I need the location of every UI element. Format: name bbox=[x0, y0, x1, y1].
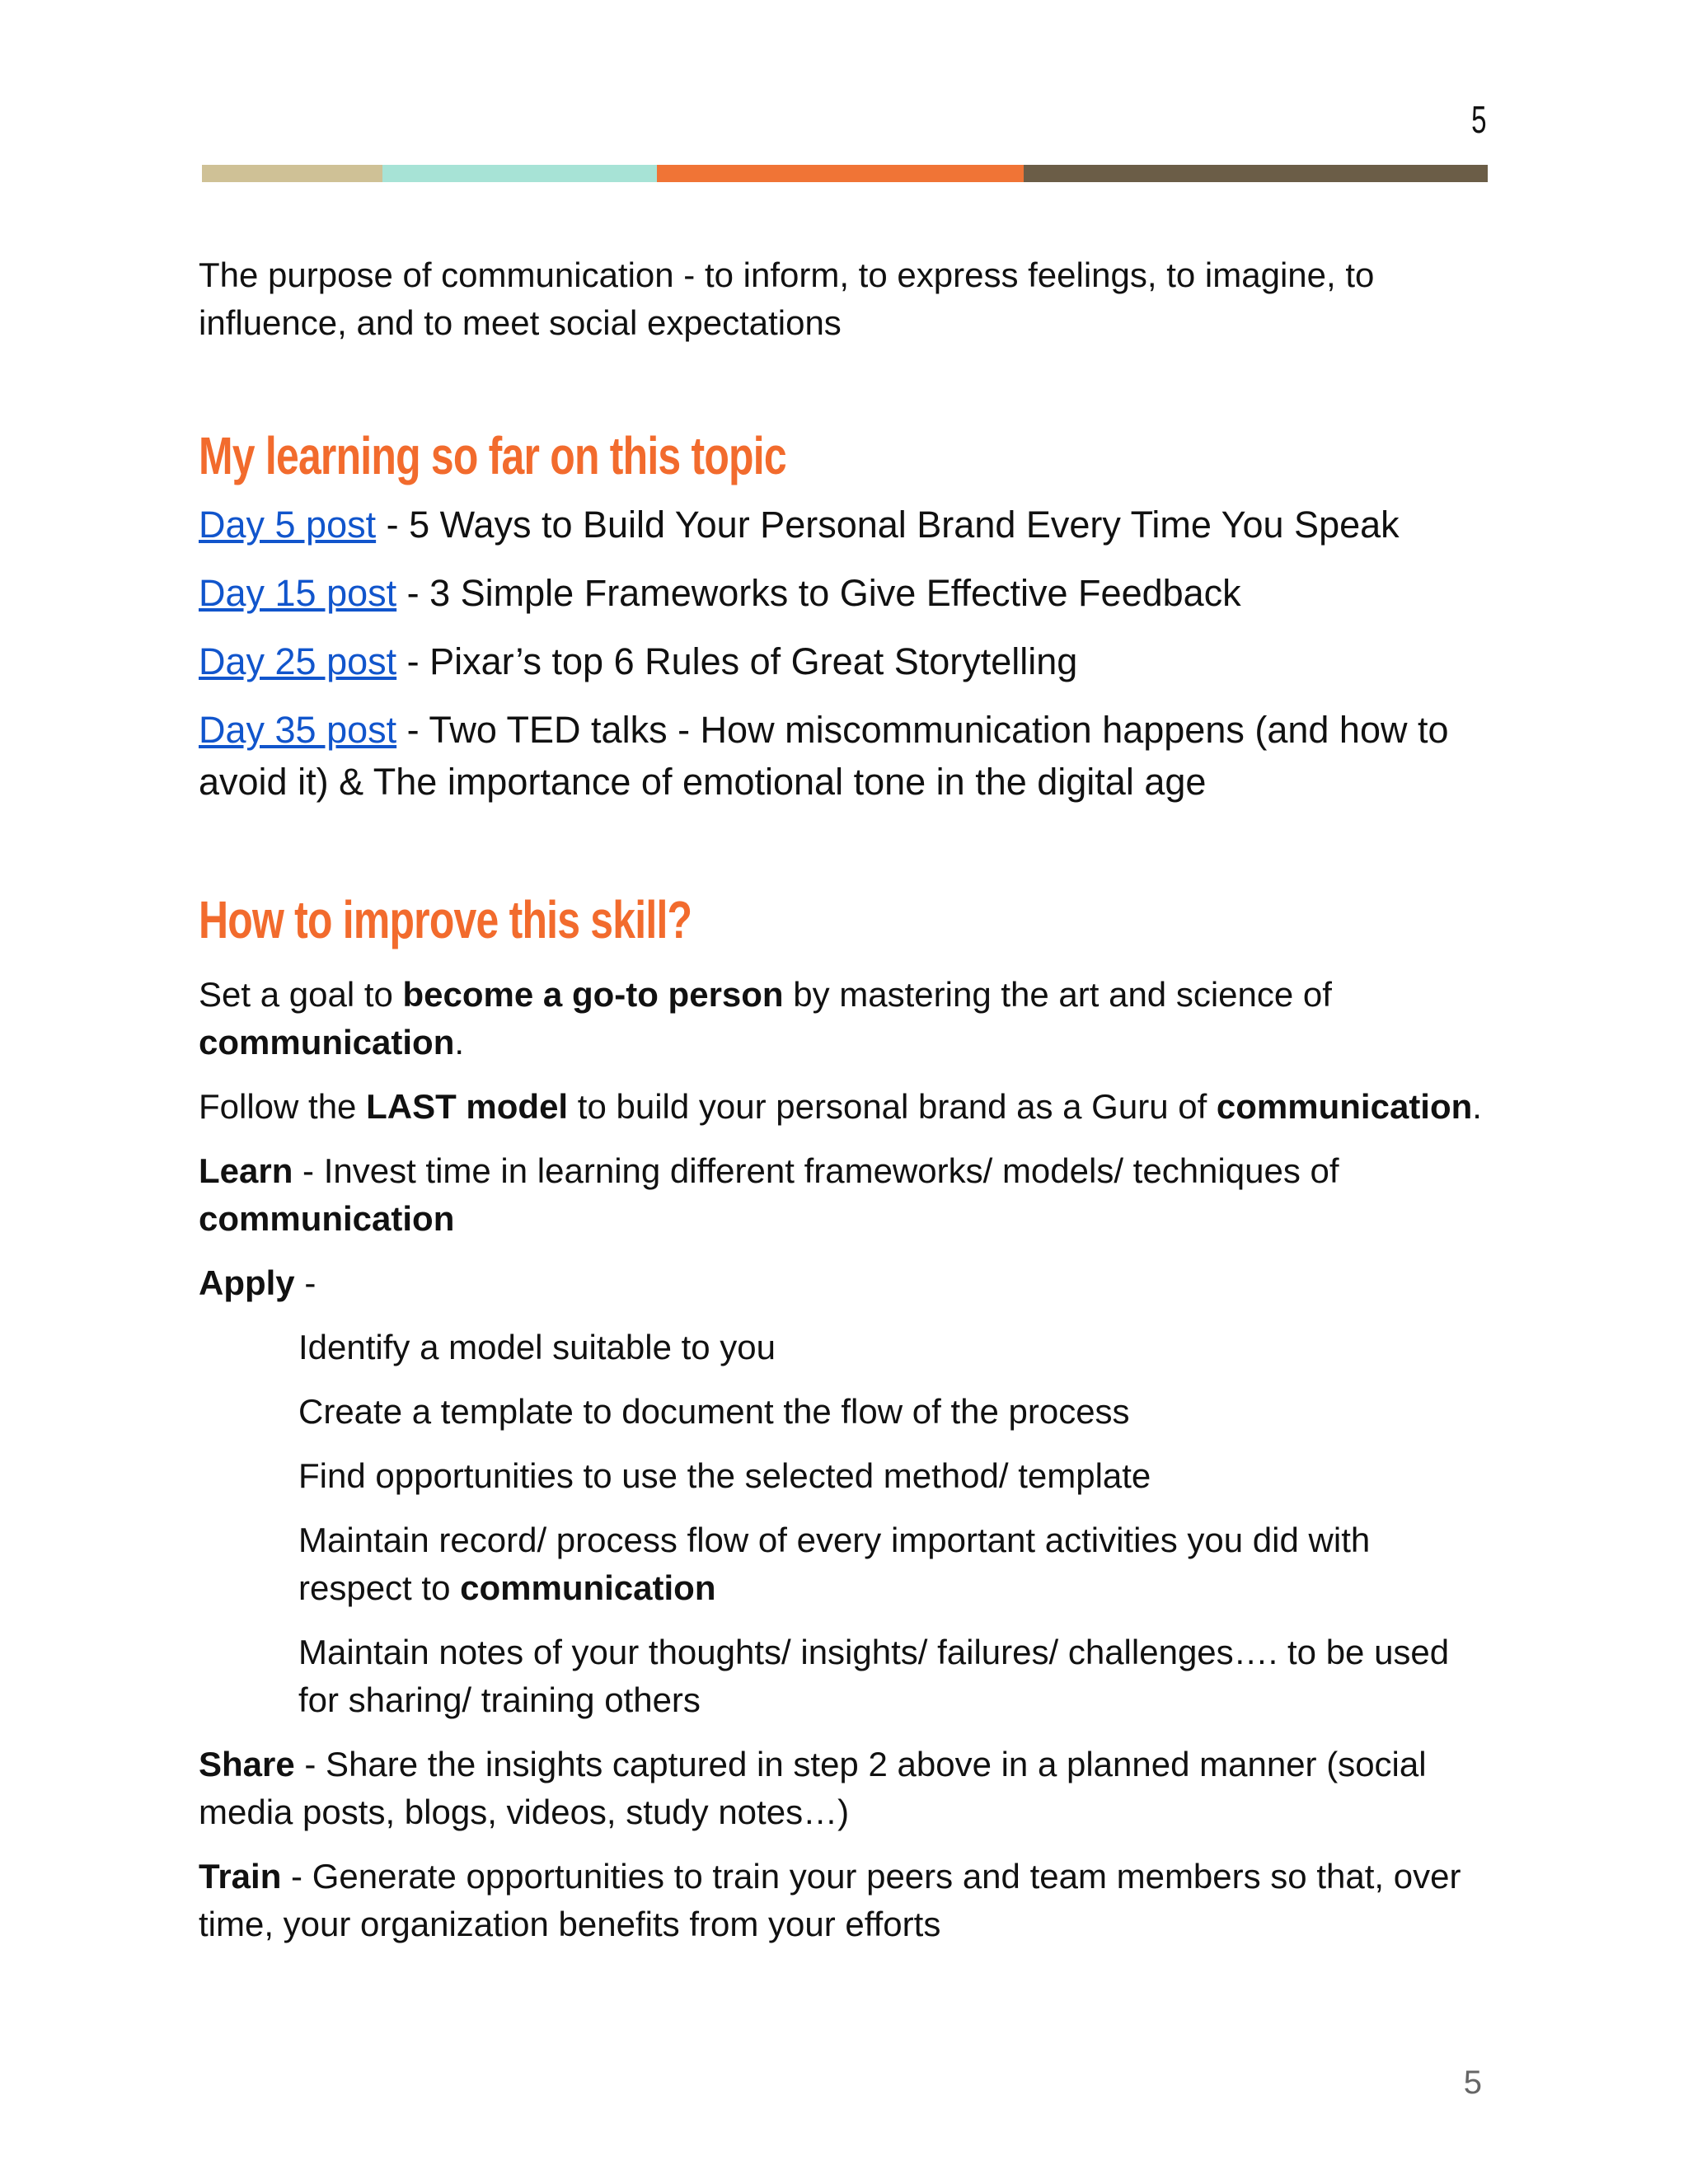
apply-step: Create a template to document the flow of the process bbox=[298, 1392, 1130, 1431]
post-title: - Pixar’s top 6 Rules of Great Storytelling bbox=[396, 640, 1078, 682]
bar-segment-brown bbox=[1024, 165, 1488, 182]
bold-run: communication bbox=[199, 1023, 455, 1062]
document-body bbox=[199, 251, 1493, 1965]
text-run: Follow the bbox=[199, 1087, 367, 1126]
bold-run: communication bbox=[199, 1199, 455, 1238]
intro-paragraph: The purpose of communication - to inform, to express feelings, to imagine, to influence, and to meet social expectations bbox=[199, 255, 1375, 342]
bold-run: communication bbox=[1216, 1087, 1473, 1126]
text-run: Maintain record/ process flow of every important activities you did with respect to bbox=[298, 1521, 1371, 1607]
day-5-post-link[interactable]: Day 5 post bbox=[199, 504, 377, 546]
text-run: . bbox=[454, 1023, 465, 1062]
header-color-bar bbox=[202, 165, 1488, 182]
day-35-post-link[interactable]: Day 35 post bbox=[199, 709, 397, 751]
post-item bbox=[199, 635, 1493, 687]
apply-step: Maintain notes of your thoughts/ insights/ failures/ challenges…. to be used for sharing/ training others bbox=[298, 1633, 1450, 1719]
train-paragraph bbox=[199, 1853, 1493, 1948]
day-15-post-link[interactable]: Day 15 post bbox=[199, 572, 397, 614]
day-25-post-link[interactable]: Day 25 post bbox=[199, 640, 397, 682]
post-list bbox=[199, 499, 1493, 808]
apply-label: Apply bbox=[199, 1263, 295, 1302]
learn-paragraph bbox=[199, 1147, 1493, 1243]
apply-step: Identify a model suitable to you bbox=[298, 1328, 776, 1366]
learning-heading: My learning so far on this topic bbox=[199, 426, 786, 485]
post-title: - 3 Simple Frameworks to Give Effective Feedback bbox=[396, 572, 1241, 614]
bar-segment-orange bbox=[657, 165, 1024, 182]
text-run: - Share the insights captured in step 2 above in a planned manner (social media posts, blogs, videos, study notes…) bbox=[199, 1745, 1427, 1831]
follow-paragraph bbox=[199, 1083, 1493, 1131]
learn-label: Learn bbox=[199, 1151, 293, 1190]
post-title: - 5 Ways to Build Your Personal Brand Every Time You Speak bbox=[376, 504, 1400, 546]
post-item bbox=[199, 567, 1493, 619]
text-run: by mastering the art and science of bbox=[783, 975, 1332, 1014]
text-run: - Generate opportunities to train your peers and team members so that, over time, your organization benefits from your efforts bbox=[199, 1857, 1461, 1943]
bold-run: LAST model bbox=[366, 1087, 569, 1126]
post-item bbox=[199, 704, 1493, 808]
bold-run: become a go-to person bbox=[402, 975, 784, 1014]
bold-run: communication bbox=[460, 1568, 716, 1607]
train-label: Train bbox=[199, 1857, 282, 1896]
share-paragraph bbox=[199, 1741, 1493, 1836]
text-run: Set a goal to bbox=[199, 975, 403, 1014]
text-run: to build your personal brand as a Guru of bbox=[568, 1087, 1217, 1126]
apply-step: Find opportunities to use the selected method/ template bbox=[298, 1456, 1151, 1495]
share-label: Share bbox=[199, 1745, 295, 1783]
apply-paragraph bbox=[199, 1259, 1493, 1307]
text-run: - Invest time in learning different frameworks/ models/ techniques of bbox=[293, 1151, 1339, 1190]
bar-segment-mint bbox=[382, 165, 657, 182]
apply-step bbox=[199, 1516, 1493, 1612]
post-title: - Two TED talks - How miscommunication happens (and how to avoid it) & The importance of emotional tone in the digital age bbox=[199, 709, 1449, 803]
text-run: . bbox=[1472, 1087, 1482, 1126]
bar-segment-tan bbox=[202, 165, 382, 182]
post-item bbox=[199, 499, 1493, 551]
improve-heading: How to improve this skill? bbox=[199, 890, 692, 949]
page-number-bottom: 5 bbox=[1463, 2064, 1482, 2101]
goal-paragraph bbox=[199, 971, 1493, 1066]
page-number-top: 5 bbox=[1471, 98, 1487, 141]
text-run: - bbox=[294, 1263, 316, 1302]
